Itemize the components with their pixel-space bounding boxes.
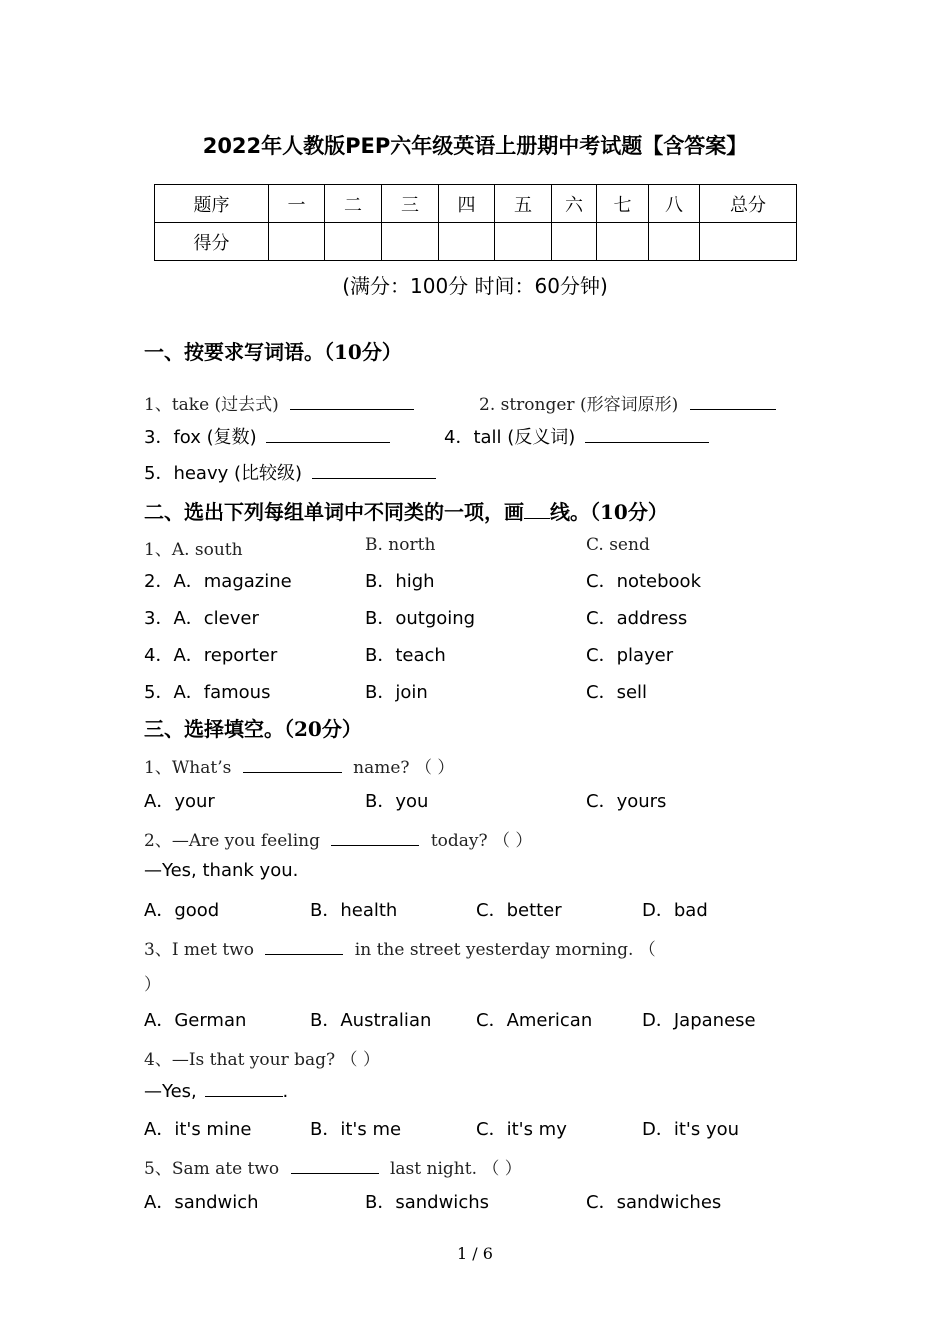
score-header-cell: 三 [382,185,439,223]
score-cell[interactable] [495,223,552,261]
s3-q3-stem-close: ） [144,975,161,995]
s3-q4-option-c[interactable]: C．it's my [476,1119,567,1140]
s1-q1-text: 1、take (过去式) [144,395,279,415]
s3-q1-answer-blank[interactable] [243,756,342,773]
score-header-cell: 总分 [700,185,797,223]
s1-q4-text: 4．tall (反义词) [444,427,576,448]
score-header-cell: 五 [495,185,552,223]
s3-q2-stem-end: today? （ ） [430,831,533,851]
s1-question-4 [444,423,709,449]
s1-question-5 [144,459,436,485]
s1-question-2 [479,390,776,415]
s3-q4-option-a[interactable]: A．it's mine [144,1119,252,1140]
s3-q3-answer-blank[interactable] [265,938,343,955]
score-cell[interactable] [325,223,382,261]
s2-row-3-option-b[interactable]: B．outgoing [365,608,476,629]
s3-q2-option-a[interactable]: A．good [144,900,220,921]
section2-heading-part2: 线。（10分） [550,500,668,524]
s2-row-4-option-c[interactable]: C．player [586,645,674,666]
score-header-cell: 六 [552,185,597,223]
s3-q3-option-d[interactable]: D．Japanese [642,1010,756,1031]
s2-row-5-option-a[interactable]: 5．A．famous [144,682,271,703]
s3-q2-answer-blank[interactable] [331,829,419,846]
s2-row-1-option-b[interactable]: B. north [365,535,436,555]
score-cell[interactable] [597,223,649,261]
section2-heading [144,496,668,525]
s1-q5-text: 5．heavy (比较级) [144,463,303,484]
score-header-cell: 七 [597,185,649,223]
s1-q5-answer-blank[interactable] [312,462,436,479]
s1-q4-answer-blank[interactable] [585,426,709,443]
s2-row-2-option-a[interactable]: 2．A．magazine [144,571,292,592]
s2-row-3-option-c[interactable]: C．address [586,608,688,629]
s3-q2-option-d[interactable]: D．bad [642,900,708,921]
s3-q5-answer-blank[interactable] [291,1157,379,1174]
underline-mark [524,500,550,519]
score-header-cell: 二 [325,185,382,223]
score-header-cell: 一 [269,185,325,223]
s3-q5-option-a[interactable]: A．sandwich [144,1192,259,1213]
s3-q2-stem-start: 2、—Are you feeling [144,831,320,851]
section2-heading-part1: 二、选出下列每组单词中不同类的一项，画 [144,500,524,524]
score-table [154,184,797,261]
score-cell[interactable] [649,223,700,261]
s3-q3-stem-start: 3、I met two [144,940,254,960]
s1-question-3 [144,423,390,449]
score-cell[interactable] [439,223,495,261]
score-cell[interactable] [269,223,325,261]
s2-row-3-option-a[interactable]: 3．A．clever [144,608,259,629]
score-cell[interactable] [700,223,797,261]
s2-row-2-option-b[interactable]: B．high [365,571,435,592]
score-header-cell: 四 [439,185,495,223]
score-header-cell: 八 [649,185,700,223]
s1-question-1 [144,390,414,415]
s3-q3-stem-end: in the street yesterday morning. （ [354,940,656,960]
s3-q5-option-c[interactable]: C．sandwiches [586,1192,722,1213]
s3-q5-stem-start: 5、Sam ate two [144,1159,280,1179]
s3-question-2 [144,826,532,851]
s2-row-4-option-a[interactable]: 4．A．reporter [144,645,278,666]
s3-q4-reply-start: —Yes, [144,1081,197,1102]
page-number: 1 / 6 [457,1244,493,1263]
s3-q3-option-c[interactable]: C．American [476,1010,593,1031]
s3-q1-stem-start: 1、What’s [144,758,232,778]
s3-q5-option-b[interactable]: B．sandwichs [365,1192,489,1213]
s3-q5-stem-end: last night. （ ） [389,1159,522,1179]
section1-heading: 一、按要求写词语。（10分） [144,340,402,364]
s3-q1-option-b[interactable]: B．you [365,791,429,812]
s3-q3-option-b[interactable]: B．Australian [310,1010,432,1031]
score-table-header-row [155,185,797,223]
s2-row-2-option-c[interactable]: C．notebook [586,571,701,592]
section3-heading: 三、选择填空。（20分） [144,717,362,741]
score-header-cell: 题序 [155,185,269,223]
score-cell[interactable] [552,223,597,261]
s2-row-4-option-b[interactable]: B．teach [365,645,446,666]
s3-q1-option-c[interactable]: C．yours [586,791,667,812]
s2-row-5-option-b[interactable]: B．join [365,682,428,703]
s1-q2-text: 2. stronger (形容词原形) [479,395,679,415]
s1-q3-text: 3．fox (复数) [144,427,257,448]
page-title: 2022年人教版PEP六年级英语上册期中考试题【含答案】 [202,134,748,158]
s3-q2-option-b[interactable]: B．health [310,900,398,921]
s2-row-1-option-c[interactable]: C. send [586,535,650,555]
exam-info: (满分：100分 时间：60分钟) [342,274,608,298]
s1-q2-answer-blank[interactable] [690,393,776,410]
s3-q4-reply [144,1080,288,1102]
s3-q1-option-a[interactable]: A．your [144,791,215,812]
s3-q3-option-a[interactable]: A．German [144,1010,247,1031]
s3-q4-option-b[interactable]: B．it's me [310,1119,402,1140]
s3-q1-stem-end: name? （ ） [353,758,455,778]
s3-question-3 [144,935,656,960]
s3-q4-answer-blank[interactable] [205,1080,283,1097]
s3-q4-option-d[interactable]: D．it's you [642,1119,740,1140]
s1-q1-answer-blank[interactable] [290,393,414,410]
s3-question-5 [144,1154,522,1179]
s3-q2-option-c[interactable]: C．better [476,900,562,921]
s2-row-5-option-c[interactable]: C．sell [586,682,648,703]
s1-q3-answer-blank[interactable] [266,426,390,443]
s3-question-1 [144,753,454,778]
s2-row-1-option-a[interactable]: 1、A. south [144,540,243,560]
s3-q4-reply-end: . [282,1081,289,1102]
score-table-score-row [155,223,797,261]
score-cell[interactable] [382,223,439,261]
s3-question-4: 4、—Is that your bag? （ ） [144,1050,380,1070]
score-row-label: 得分 [155,223,269,261]
s3-q2-reply: —Yes, thank you. [144,860,299,881]
